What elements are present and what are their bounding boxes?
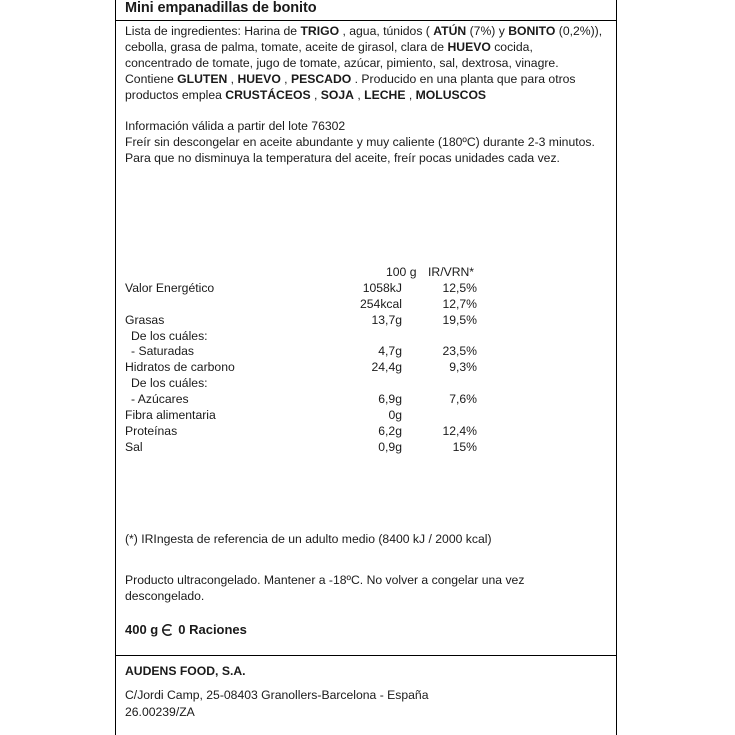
- nutrient-label: Proteínas: [125, 423, 178, 438]
- allergen: ATÚN: [433, 24, 467, 38]
- nutrient-label: Hidratos de carbono: [125, 360, 235, 375]
- nutrient-value-ir: 15%: [452, 439, 477, 454]
- nutrient-label: De los cuáles:: [131, 328, 208, 343]
- nutrient-label: Fibra alimentaria: [125, 408, 216, 423]
- nutrient-value-100g: 6,2g: [378, 423, 402, 438]
- nutrient-label: Grasas: [125, 312, 165, 327]
- allergen: HUEVO: [447, 40, 491, 54]
- ingredient-text: ,: [353, 88, 365, 102]
- ingredient-text: ,: [405, 88, 416, 102]
- nutrient-value-100g: 24,4g: [371, 360, 402, 375]
- product-sheet: [115, 0, 617, 735]
- company-address: C/Jordi Camp, 25-08403 Granollers-Barcelona - España: [125, 688, 429, 702]
- nutrition-row: [125, 360, 595, 376]
- storage-instructions: Producto ultracongelado. Mantener a -18ºC. No volver a congelar una vez descongelado.: [125, 573, 525, 603]
- nutrient-value-ir: 9,3%: [449, 360, 477, 375]
- ingredient-text: , agua, túnidos (: [339, 24, 434, 38]
- nutrition-row: [125, 344, 595, 360]
- header-per-100g: 100 g: [386, 265, 417, 279]
- allergen: MOLUSCOS: [415, 88, 487, 102]
- allergen: SOJA: [320, 88, 354, 102]
- frying-instructions: Freír sin descongelar en aceite abundante y muy caliente (180ºC) durante 2-3 minutos. Para que no disminuya la temperatura del aceite, freír pocas unidades cada vez.: [125, 135, 595, 165]
- ingredient-text: (0,2%)), cebolla, grasa de palma, tomate, aceite de girasol, clara de: [125, 24, 603, 54]
- ingredient-text: ,: [280, 72, 291, 86]
- net-weight: 400 g: [125, 622, 159, 637]
- allergen: PESCADO: [290, 72, 352, 86]
- product-title: Mini empanadillas de bonito: [125, 0, 317, 16]
- nutrient-value-ir: 23,5%: [442, 344, 477, 359]
- nutrient-value-100g: 1058kJ: [362, 280, 402, 295]
- allergen: HUEVO: [237, 72, 281, 86]
- allergen: BONITO: [508, 24, 556, 38]
- ir-footnote: (*) IRIngesta de referencia de un adulto medio (8400 kJ / 2000 kcal): [125, 532, 492, 546]
- allergen: TRIGO: [300, 24, 340, 38]
- nutrition-row: [125, 424, 595, 440]
- allergen: LECHE: [364, 88, 406, 102]
- nutrient-value-ir: 12,5%: [442, 280, 477, 295]
- nutrition-row: [125, 440, 595, 456]
- title-divider: [116, 20, 616, 21]
- nutrition-row: [125, 408, 595, 424]
- nutrient-value-ir: 7,6%: [449, 392, 477, 407]
- ingredient-text: (7%) y: [466, 24, 509, 38]
- company-name: AUDENS FOOD, S.A.: [125, 664, 246, 678]
- nutrition-row: [125, 281, 595, 297]
- nutrient-value-100g: 254kcal: [359, 296, 402, 311]
- header-ir-vrn: IR/VRN*: [428, 265, 475, 279]
- rations: 0 Raciones: [178, 622, 247, 637]
- ingredients-list: [125, 23, 603, 103]
- nutrient-value-ir: 19,5%: [442, 312, 477, 327]
- ingredient-text: ,: [310, 88, 321, 102]
- nutrient-value-100g: 13,7g: [371, 312, 402, 327]
- lot-info: Información válida a partir del lote 76302: [125, 119, 346, 133]
- allergen: GLUTEN: [177, 72, 228, 86]
- net-weight-line: [125, 622, 247, 637]
- nutrition-header-row: [125, 265, 595, 281]
- nutrition-row: [125, 376, 595, 392]
- nutrient-label: Sal: [125, 439, 143, 454]
- nutrition-row: [125, 392, 595, 408]
- registry-number: 26.00239/ZA: [125, 705, 195, 719]
- nutrient-value-ir: 12,7%: [442, 296, 477, 311]
- ingredient-text: ,: [227, 72, 238, 86]
- nutrition-row: [125, 313, 595, 329]
- nutrient-value-100g: 0g: [388, 408, 402, 423]
- nutrient-label: Valor Energético: [125, 280, 215, 295]
- ingredient-text: . Producido en una planta que para otros productos emplea: [125, 72, 576, 102]
- nutrient-value-100g: 0,9g: [378, 439, 402, 454]
- nutrient-value-100g: 6,9g: [378, 392, 402, 407]
- nutrition-row: [125, 329, 595, 345]
- nutrient-label: De los cuáles:: [131, 376, 208, 391]
- allergen: CRUSTÁCEOS: [225, 88, 311, 102]
- nutrient-value-ir: 12,4%: [442, 423, 477, 438]
- ingredient-text: Lista de ingredientes: Harina de: [125, 24, 301, 38]
- ingredient-text: cocida, concentrado de tomate, jugo de tomate, azúcar, pimiento, sal, dextrosa, vinagre. Contiene: [125, 40, 559, 86]
- nutrition-row: [125, 297, 595, 313]
- nutrition-table: [125, 265, 595, 456]
- footer-divider: [116, 655, 616, 656]
- nutrient-label: - Azúcares: [131, 392, 189, 407]
- estimated-sign-icon: [160, 623, 174, 637]
- nutrient-label: - Saturadas: [131, 344, 195, 359]
- nutrient-value-100g: 4,7g: [378, 344, 402, 359]
